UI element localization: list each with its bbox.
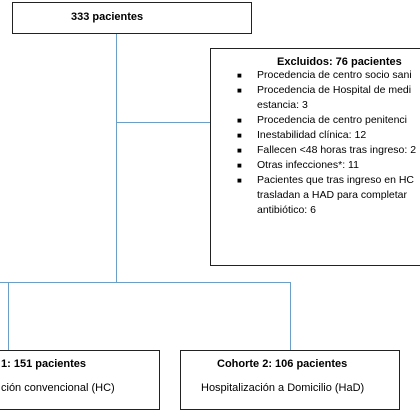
connector-vertical-main — [116, 34, 117, 282]
excluded-reason-text: Procedencia de centro penitenci — [257, 114, 408, 126]
connector-to-excluded — [116, 122, 210, 123]
connector-to-cohort1 — [8, 282, 9, 350]
excluded-reason-item — [229, 83, 420, 113]
excluded-reason-text: antibiótico: 6 — [257, 204, 316, 216]
bullet-icon: ■ — [237, 131, 242, 140]
bullet-icon: ■ — [237, 71, 242, 80]
cohort2-subtitle: Hospitalización a Domicilio (HaD) — [201, 382, 365, 394]
bullet-icon: ■ — [237, 116, 242, 125]
cohort2-title: Cohorte 2: 106 pacientes — [217, 358, 348, 370]
bullet-icon: ■ — [237, 161, 242, 170]
excluded-reason-item — [229, 113, 420, 128]
excluded-reason-item — [229, 158, 420, 173]
excluded-reason-text: estancia: 3 — [257, 99, 308, 111]
excluded-reason-item — [229, 143, 420, 158]
cohort1-subtitle: ción convencional (HC) — [1, 382, 115, 394]
excluded-reason-text: trasladan a HAD para completar — [257, 189, 407, 201]
excluded-reason-item — [229, 128, 420, 143]
excluded-patients-box — [210, 48, 420, 266]
connector-horizontal-split — [0, 282, 290, 283]
cohort2-box — [180, 350, 400, 410]
excluded-reason-text: Procedencia de centro socio sani — [257, 69, 412, 81]
cohort1-title: 1: 151 pacientes — [1, 358, 86, 370]
bullet-icon: ■ — [237, 176, 242, 185]
source-patients-box — [12, 2, 252, 34]
cohort1-box — [0, 350, 160, 410]
bullet-icon: ■ — [237, 146, 242, 155]
excluded-reason-item — [229, 173, 420, 218]
excluded-reason-text: Procedencia de Hospital de medi — [257, 84, 412, 96]
excluded-reasons-list — [229, 68, 420, 218]
source-patients-title: 333 pacientes — [71, 11, 144, 23]
connector-to-cohort2 — [290, 282, 291, 350]
excluded-reason-text: Pacientes que tras ingreso en HC — [257, 174, 415, 186]
excluded-reason-text: Fallecen <48 horas tras ingreso: 2 — [257, 144, 417, 156]
excluded-reason-text: Otras infecciones*: 11 — [257, 159, 359, 171]
excluded-reason-item — [229, 68, 420, 83]
excluded-reason-text: Inestabilidad clínica: 12 — [257, 129, 367, 141]
bullet-icon: ■ — [237, 86, 242, 95]
excluded-title: Excluidos: 76 pacientes — [277, 56, 402, 68]
